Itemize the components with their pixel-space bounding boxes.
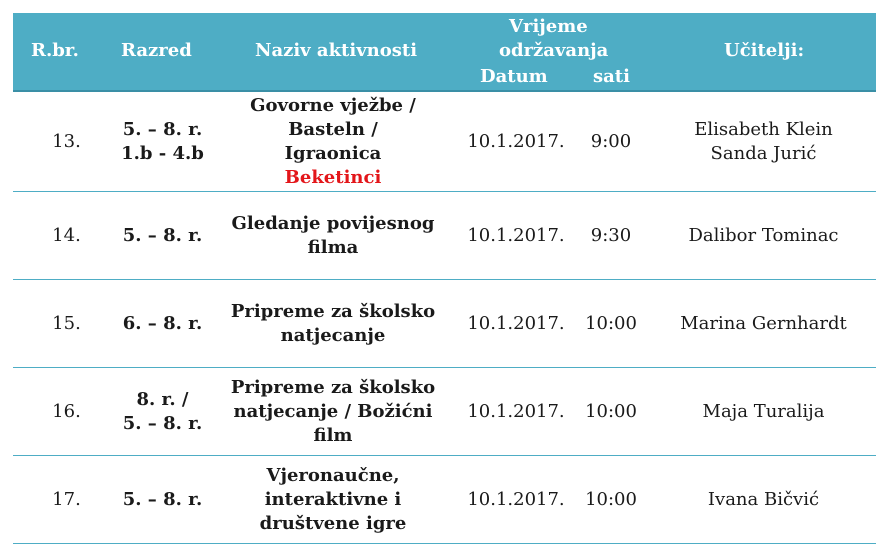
table-row xyxy=(13,92,876,192)
cell-naziv: filma xyxy=(307,236,359,258)
cell-razred: 1.b - 4.b xyxy=(121,142,204,164)
cell-datum: 10.1.2017. xyxy=(467,312,565,334)
cell-datum: 10.1.2017. xyxy=(467,488,565,510)
cell-sati: 10:00 xyxy=(585,312,637,334)
cell-razred: 5. – 8. r. xyxy=(122,224,203,246)
cell-rbr: 15. xyxy=(52,312,81,334)
cell-datum: 10.1.2017. xyxy=(467,400,565,422)
header-sati: sati xyxy=(593,66,630,87)
cell-ucitelj: Elisabeth Klein xyxy=(694,118,833,140)
table-header xyxy=(13,13,876,92)
header-vrijeme-2: održavanja xyxy=(499,40,609,61)
cell-razred: 5. – 8. r. xyxy=(122,118,203,140)
cell-rbr: 16. xyxy=(52,400,81,422)
header-vrijeme-1: Vrijeme xyxy=(509,16,588,37)
cell-naziv: Igraonica xyxy=(284,142,382,164)
cell-naziv: natjecanje / Božićni xyxy=(233,400,433,422)
cell-sati: 9:00 xyxy=(590,130,632,152)
cell-ucitelj: Dalibor Tominac xyxy=(688,224,839,246)
header-datum: Datum xyxy=(480,66,548,87)
cell-ucitelj: Maja Turalija xyxy=(702,400,825,422)
cell-sati: 10:00 xyxy=(585,488,637,510)
cell-datum: 10.1.2017. xyxy=(467,224,565,246)
header-rbr: R.br. xyxy=(31,40,79,61)
cell-sati: 9:30 xyxy=(590,224,632,246)
cell-naziv: interaktivne i xyxy=(264,488,402,510)
header-razred: Razred xyxy=(121,40,192,61)
cell-naziv: natjecanje xyxy=(280,324,386,346)
cell-naziv: Basteln / xyxy=(288,118,378,140)
cell-datum: 10.1.2017. xyxy=(467,130,565,152)
cell-naziv: Vjeronaučne, xyxy=(266,464,400,486)
header-naziv: Naziv aktivnosti xyxy=(255,40,418,61)
table-row xyxy=(13,280,876,368)
cell-rbr: 17. xyxy=(52,488,81,510)
cell-rbr: 13. xyxy=(52,130,81,152)
header-ucitelji: Učitelji: xyxy=(724,40,805,61)
cell-ucitelj: Ivana Bičvić xyxy=(707,488,820,510)
cell-naziv: društvene igre xyxy=(259,512,407,534)
cell-naziv: Govorne vježbe / xyxy=(250,94,416,116)
cell-naziv: Gledanje povijesnog xyxy=(231,212,435,234)
cell-ucitelj: Marina Gernhardt xyxy=(680,312,847,334)
cell-razred: 5. – 8. r. xyxy=(122,488,203,510)
cell-ucitelj: Sanda Jurić xyxy=(710,142,817,164)
schedule-table xyxy=(13,13,876,544)
cell-sati: 10:00 xyxy=(585,400,637,422)
cell-naziv: film xyxy=(313,424,353,446)
cell-naziv: Pripreme za školsko xyxy=(230,376,436,398)
cell-naziv: Pripreme za školsko xyxy=(230,300,436,322)
table-row xyxy=(13,368,876,456)
cell-razred: 6. – 8. r. xyxy=(122,312,203,334)
location-highlight: Beketinci xyxy=(284,166,382,188)
table-row xyxy=(13,456,876,544)
cell-rbr: 14. xyxy=(52,224,81,246)
cell-razred: 5. – 8. r. xyxy=(122,412,203,434)
cell-razred: 8. r. / xyxy=(136,388,189,410)
table-row xyxy=(13,192,876,280)
